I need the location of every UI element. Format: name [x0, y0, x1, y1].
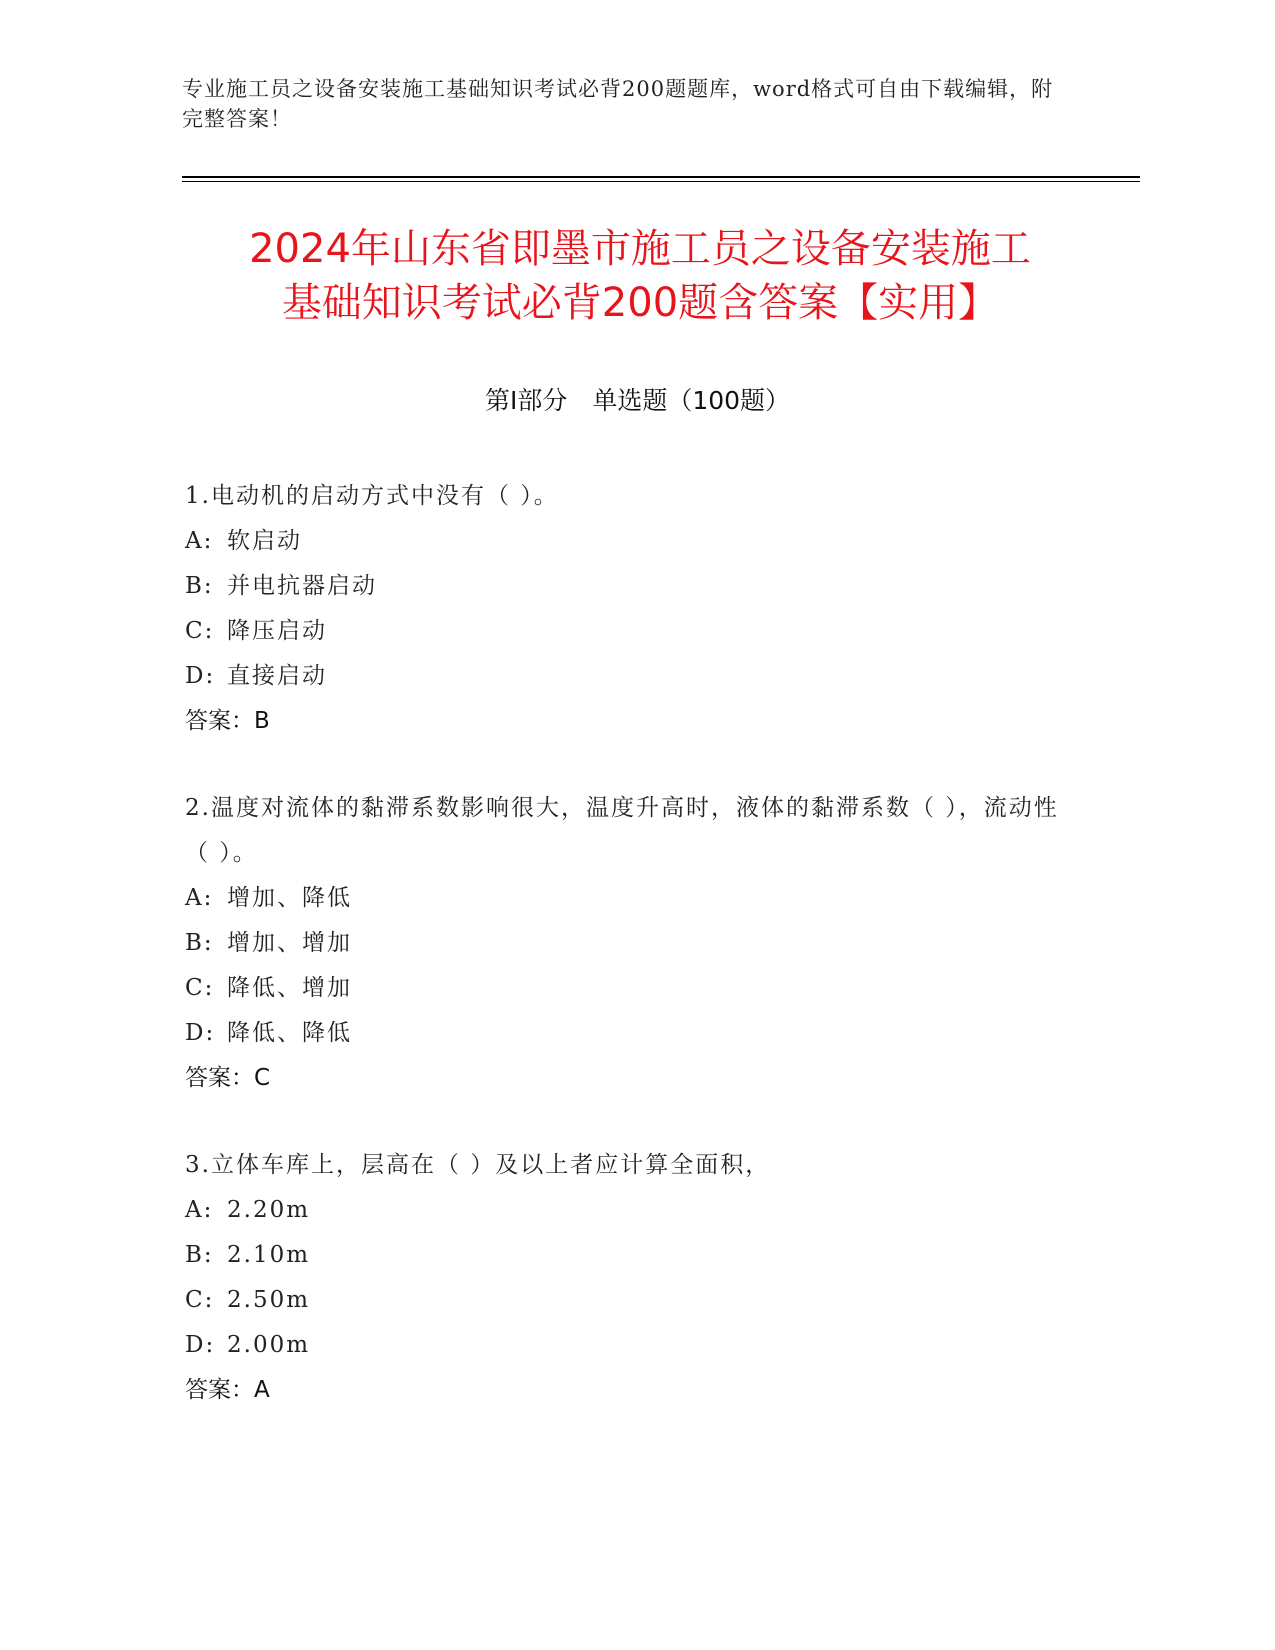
- option-text: 降压启动: [227, 618, 327, 644]
- option-text: 并电抗器启动: [227, 573, 377, 599]
- option-text: 降低、降低: [227, 1020, 352, 1046]
- option-key: D:: [185, 1332, 216, 1358]
- header-rule-thin: [182, 181, 1140, 182]
- option-a: [185, 876, 1065, 921]
- option-text: 2.20m: [227, 1197, 311, 1223]
- option-text: 2.10m: [227, 1242, 311, 1268]
- option-text: 2.50m: [227, 1287, 311, 1313]
- option-b: [185, 564, 1065, 609]
- option-key: B:: [185, 1242, 214, 1268]
- option-key: C:: [185, 975, 215, 1001]
- option-key: D:: [185, 1020, 216, 1046]
- option-c: [185, 966, 1065, 1011]
- question-1: [185, 474, 1065, 744]
- document-title: [140, 222, 1140, 330]
- option-key: C:: [185, 618, 215, 644]
- document-title-line-2: 基础知识考试必背200题含答案【实用】: [281, 280, 999, 326]
- option-key: D:: [185, 663, 216, 689]
- option-d: [185, 654, 1065, 699]
- document-title-line-1: 2024年山东省即墨市施工员之设备安装施工: [249, 226, 1031, 272]
- answer: 答案：C: [185, 1065, 271, 1091]
- answer: 答案：B: [185, 708, 270, 734]
- option-text: 直接启动: [227, 663, 327, 689]
- option-text: 降低、增加: [227, 975, 352, 1001]
- question-stem: 2.温度对流体的黏滞系数影响很大，温度升高时，液体的黏滞系数（ ），流动性（ ）。: [185, 795, 1059, 866]
- section-title: 第Ⅰ部分 单选题（100题）: [484, 386, 791, 415]
- option-b: [185, 1233, 1065, 1278]
- question-2: [185, 786, 1065, 1101]
- option-a: [185, 519, 1065, 564]
- option-key: A:: [185, 885, 214, 911]
- option-text: 增加、增加: [227, 930, 352, 956]
- option-key: A:: [185, 528, 214, 554]
- question-stem: 3.立体车库上，层高在（ ）及以上者应计算全面积，: [185, 1152, 771, 1178]
- option-key: A:: [185, 1197, 214, 1223]
- option-d: [185, 1011, 1065, 1056]
- option-key: B:: [185, 930, 214, 956]
- option-text: 增加、降低: [227, 885, 352, 911]
- option-a: [185, 1188, 1065, 1233]
- header-note: 专业施工员之设备安装施工基础知识考试必背200题题库，word格式可自由下载编辑，附完整答案！: [182, 77, 1054, 131]
- option-text: 软启动: [227, 528, 302, 554]
- question-stem: 1.电动机的启动方式中没有（ ）。: [185, 483, 559, 509]
- option-b: [185, 921, 1065, 966]
- question-list: [185, 474, 1065, 1455]
- question-3: [185, 1143, 1065, 1413]
- option-d: [185, 1323, 1065, 1368]
- answer: 答案：A: [185, 1377, 270, 1403]
- header-rule-thick: [182, 176, 1140, 178]
- option-key: B:: [185, 573, 214, 599]
- option-text: 2.00m: [227, 1332, 311, 1358]
- option-key: C:: [185, 1287, 215, 1313]
- option-c: [185, 609, 1065, 654]
- option-c: [185, 1278, 1065, 1323]
